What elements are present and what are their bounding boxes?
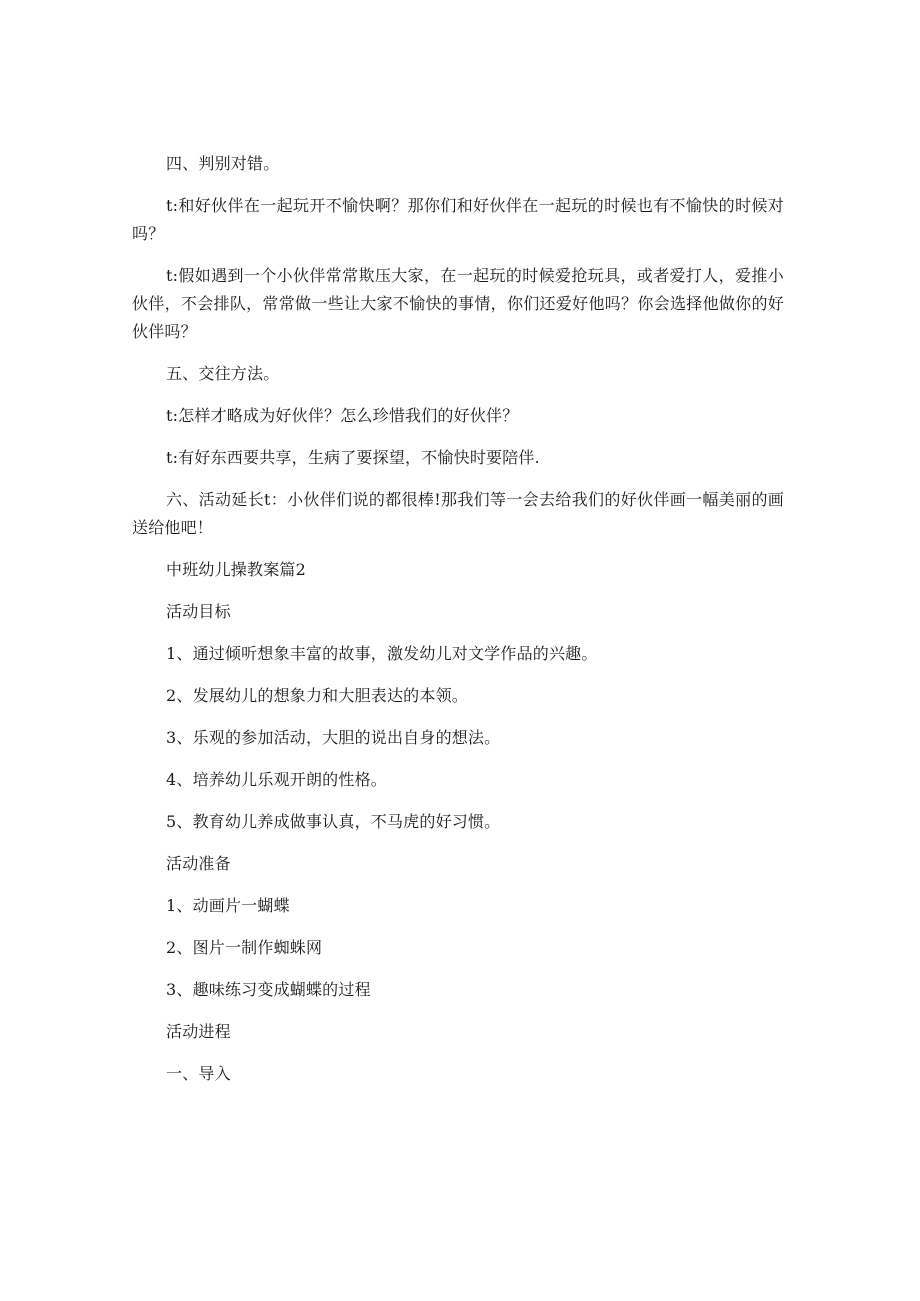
list-item: 3、趣味练习变成蝴蝶的过程 <box>166 980 371 999</box>
paragraph: 六、活动延长t：小伙伴们说的都很棒!那我们等一会去给我们的好伙伴画一幅美丽的画送给他吧！ <box>132 490 784 537</box>
section-heading-intro: 一、导入 <box>166 1064 231 1083</box>
section-heading-methods: 五、交往方法。 <box>166 364 280 383</box>
section-heading-process: 活动进程 <box>166 1022 231 1041</box>
section-heading-preparation: 活动准备 <box>166 854 231 873</box>
list-item: 3、乐观的参加活动，大胆的说出自身的想法。 <box>166 728 501 747</box>
paragraph: t:假如遇到一个小伙伴常常欺压大家，在一起玩的时候爱抢玩具，或者爱打人，爱推小伙伴，不会排队，常常做一些让大家不愉快的事情，你们还爱好他吗？你会选择他做你的好伙伴吗？ <box>132 266 784 341</box>
list-item: 2、发展幼儿的想象力和大胆表达的本领。 <box>166 686 468 705</box>
list-item: 5、教育幼儿养成做事认真，不马虎的好习惯。 <box>166 812 501 831</box>
paragraph: t:有好东西要共享，生病了要探望，不愉快时要陪伴. <box>166 448 540 467</box>
paragraph: t:怎样才略成为好伙伴？怎么珍惜我们的好伙伴？ <box>166 406 519 425</box>
lesson-title: 中班幼儿操教案篇2 <box>166 560 306 579</box>
section-heading-goals: 活动目标 <box>166 602 231 621</box>
section-heading-judge: 四、判别对错。 <box>166 154 280 173</box>
list-item: 2、图片一制作蜘蛛网 <box>166 938 323 957</box>
document-body <box>132 150 784 1102</box>
list-item: 1、动画片一蝴蝶 <box>166 896 290 915</box>
paragraph: t:和好伙伴在一起玩开不愉快啊？那你们和好伙伴在一起玩的时候也有不愉快的时候对吗？ <box>132 196 784 243</box>
list-item: 1、通过倾听想象丰富的故事，激发幼儿对文学作品的兴趣。 <box>166 644 598 663</box>
list-item: 4、培养幼儿乐观开朗的性格。 <box>166 770 387 789</box>
